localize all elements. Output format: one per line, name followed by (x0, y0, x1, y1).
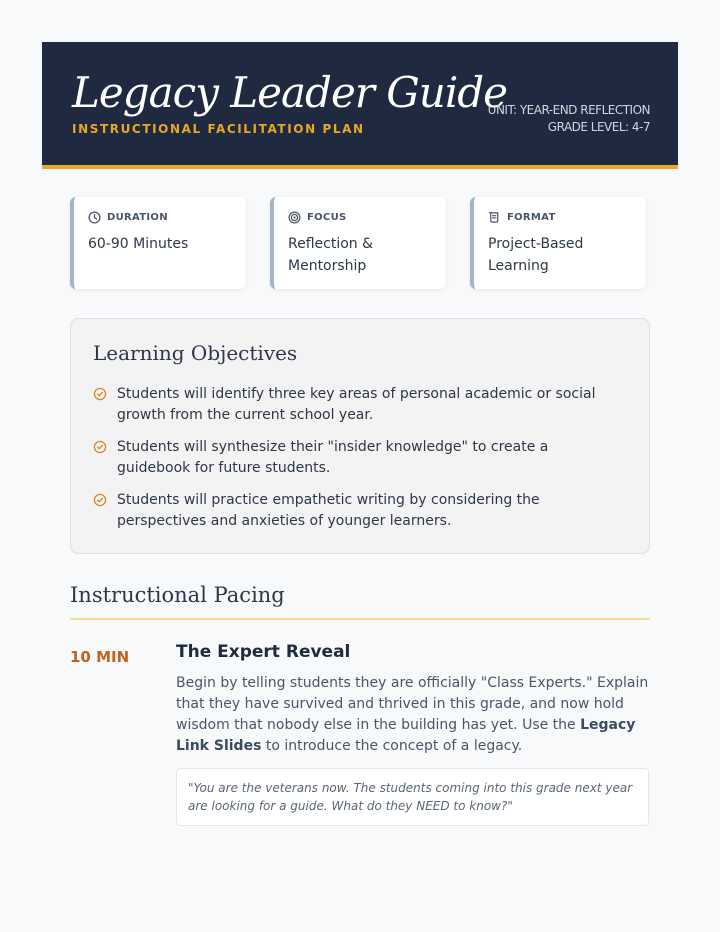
check-circle-icon (93, 387, 107, 408)
unit-label: UNIT: YEAR-END REFLECTION (487, 103, 650, 117)
header-banner (42, 42, 678, 169)
grade-label: GRADE LEVEL: 4-7 (547, 120, 650, 134)
header-meta (488, 102, 650, 136)
format-card (470, 197, 646, 289)
scroll-icon (488, 211, 501, 224)
objective-text: Students will synthesize their "insider knowledge" to create a guidebook for future students. (117, 439, 549, 476)
objectives-heading: Learning Objectives (93, 341, 298, 365)
step-description: Begin by telling students they are officially "Class Experts." Explain that they have survived and thrived in this grade, and now hold wisdom that nobody else in the building has yet. Use the Legacy Link Slides to introduce the concept of a legacy. (176, 675, 649, 754)
pacing-heading: Instructional Pacing (70, 583, 285, 607)
card-label: DURATION (107, 212, 168, 223)
page-subtitle: INSTRUCTIONAL FACILITATION PLAN (72, 122, 365, 136)
card-label: FORMAT (507, 212, 556, 223)
clock-icon (88, 211, 101, 224)
page-title: Legacy Leader Guide (72, 68, 508, 117)
step-duration: 10 MIN (70, 648, 130, 666)
card-value: 60-90 Minutes (88, 236, 189, 252)
target-icon (288, 211, 301, 224)
card-value: Reflection & Mentorship (288, 236, 374, 274)
teacher-script-quote: "You are the veterans now. The students coming into this grade next year are looking for a guide. What do they NEED to know?" (176, 768, 649, 826)
check-circle-icon (93, 493, 107, 514)
objective-text: Students will identify three key areas of personal academic or social growth from the current school year. (117, 386, 596, 423)
duration-card (70, 197, 246, 289)
check-circle-icon (93, 440, 107, 461)
pacing-divider (70, 618, 650, 620)
step-title: The Expert Reveal (176, 642, 351, 662)
objective-item (93, 437, 623, 479)
objective-text: Students will practice empathetic writing by considering the perspectives and anxieties of younger learners. (117, 492, 540, 529)
learning-objectives-panel (70, 318, 650, 554)
objective-item (93, 384, 623, 426)
card-label: FOCUS (307, 212, 347, 223)
card-value: Project-Based Learning (488, 236, 584, 274)
focus-card (270, 197, 446, 289)
objective-item (93, 490, 623, 532)
legacy-link-slides-reference: Legacy Link Slides (176, 717, 636, 754)
